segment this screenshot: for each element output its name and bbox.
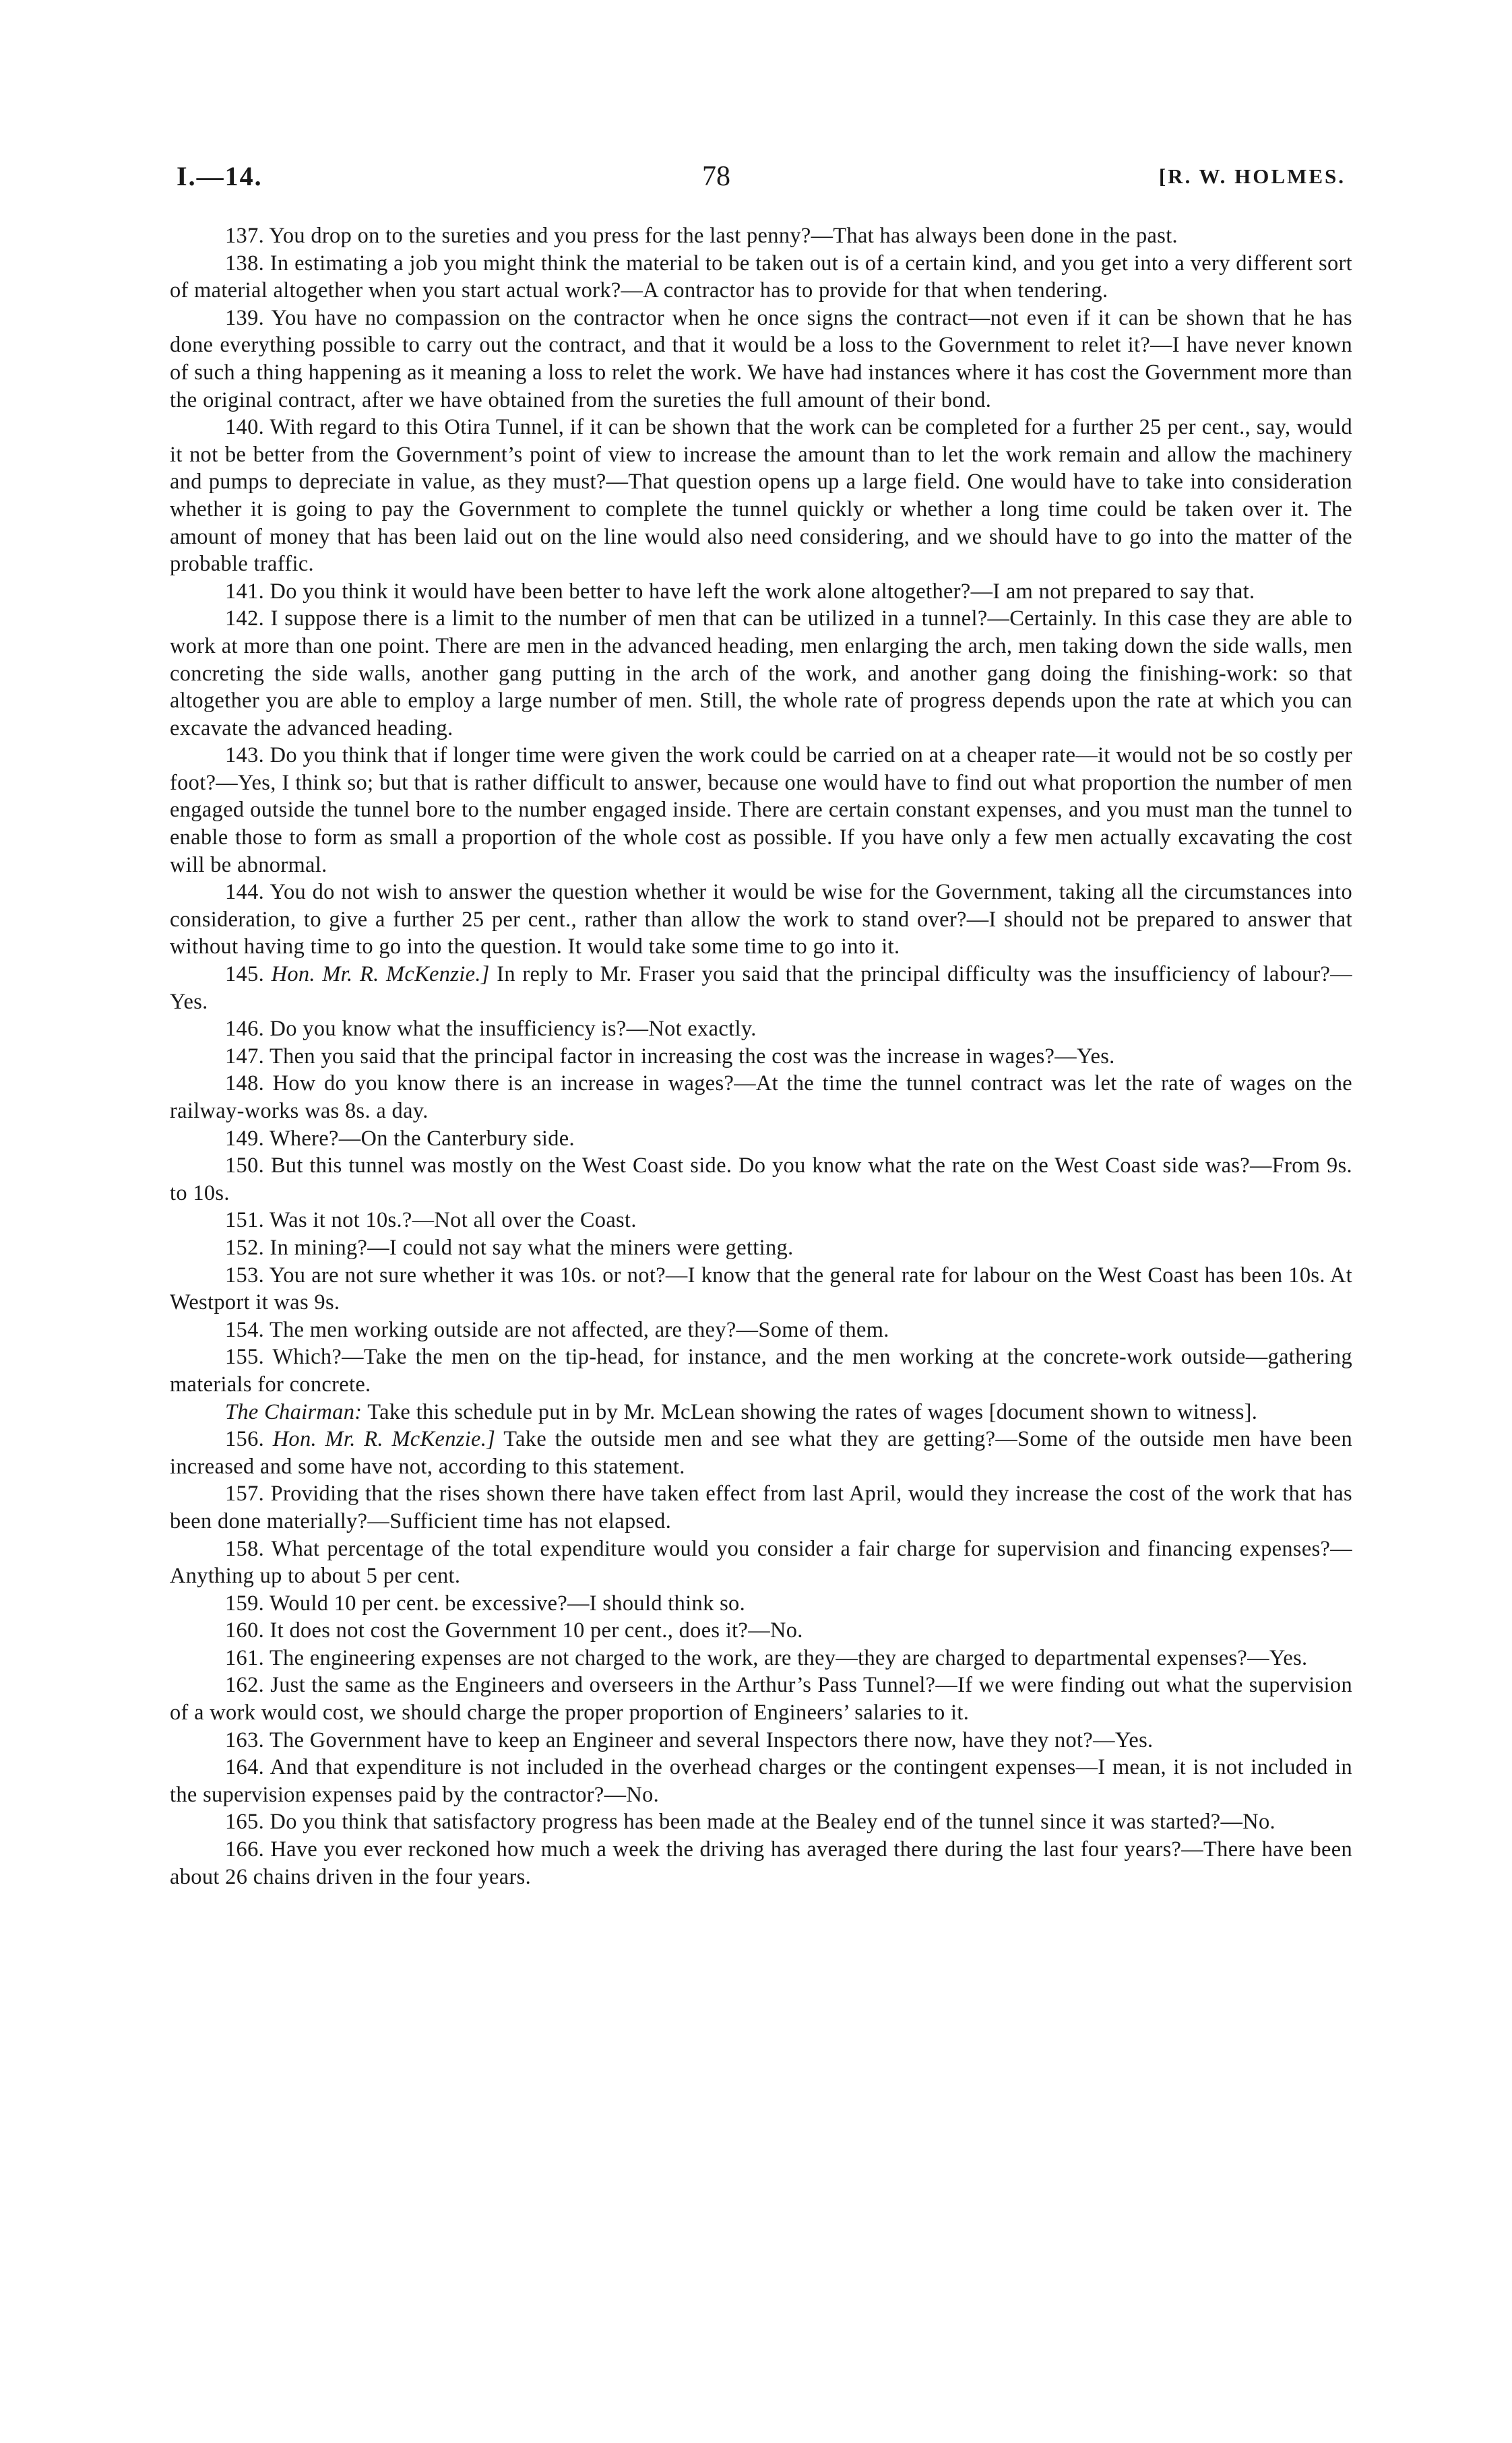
question-text: Take the outside men and see what they are getting?—Some of the outside men have been increased and some have not, according to this statement. [170,1427,1352,1479]
question-number: 143. [225,743,270,768]
question-text: In estimating a job you might think the material to be taken out is of a certain kind, and you get into a very different sort of material altogether when you start actual work?—A contractor has to provide for that when tendering. [170,251,1353,303]
question-text: Do you think it would have been better to have left the work alone altogether?—I am not prepared to say that. [270,579,1255,604]
question-number: 153. [225,1263,270,1288]
question-paragraph [170,1480,1352,1535]
question-paragraph [170,305,1352,414]
question-text: But this tunnel was mostly on the West Coast side. Do you know what the rate on the West Coast side was?—From 9s. to 10s. [170,1153,1353,1205]
question-text: Then you said that the principal factor in increasing the cost was the increase in wages?—Yes. [269,1044,1115,1069]
question-number: 166. [225,1837,271,1862]
question-number: 141. [225,579,270,604]
speaker-name: The Chairman: [225,1399,363,1424]
paper-reference: I.—14. [177,161,263,191]
question-paragraph [170,1125,1352,1153]
question-number: 144. [225,880,270,905]
question-number: 140. [225,415,270,440]
question-paragraph [170,1015,1352,1043]
question-paragraph [170,1535,1352,1590]
question-number: 157. [225,1482,271,1506]
question-number: 137. [225,224,270,248]
page-number: 78 [702,161,730,192]
question-text: Which?—Take the men on the tip-head, for instance, and the men working at the concrete-work outside—gathering materials for concrete. [170,1345,1352,1397]
question-text: I suppose there is a limit to the number of men that can be utilized in a tunnel?—Certainly. In this case they are able to work at more than one point. There are men in the advanced heading, men enlarging the arch, men taking down the side walls, men concreting the side walls, another gang putting in the arch of the work, and another gang doing the finishing-work: so that altogether you are able to employ a large number of men. Still, the whole rate of progress depends upon the rate at which you can excavate the advanced heading. [170,606,1353,740]
question-paragraph [170,250,1352,305]
question-number: 139. [225,305,272,330]
speaker-name: Hon. Mr. R. McKenzie.] [271,962,490,987]
question-number: 154. [225,1317,270,1342]
question-number: 165. [225,1810,270,1835]
question-text: You have no compassion on the contractor when he once signs the contract—not even if it can be shown that he has done everything possible to carry out the contract, and that it would be a loss to the Government to relet it?—I have never known of such a thing happening as it meaning a loss to relet the work. We have had instances where it has cost the Government more than the original contract, after we have obtained from the sureties the full amount of their bond. [170,305,1352,412]
question-paragraph [170,1754,1352,1808]
question-paragraph [170,578,1352,606]
question-number: 151. [225,1208,270,1233]
question-text: The men working outside are not affected, are they?—Some of them. [269,1317,889,1342]
question-text: It does not cost the Government 10 per cent., does it?—No. [270,1618,803,1643]
question-paragraph [170,1590,1352,1618]
question-number: 159. [225,1591,270,1616]
question-number: 149. [225,1126,270,1151]
question-paragraph [170,1426,1352,1480]
question-text: Take this schedule put in by Mr. McLean showing the rates of wages [document shown to witness]. [367,1399,1258,1424]
question-text: With regard to this Otira Tunnel, if it can be shown that the work can be completed for a further 25 per cent., say, would it not be better from the Government’s point of view to increase the amount than to let the work remain and allow the machinery and pumps to depreciate in value, as they must?—That question opens up a large field. One would have to take into consideration whether it is going to pay the Government to complete the tunnel quickly or whether a long time could be taken over it. The amount of money that has been laid out on the line would also need considering, and we should have to go into the matter of the probable traffic. [170,415,1352,577]
question-text: You do not wish to answer the question whether it would be wise for the Government, taking all the circumstances into consideration, to give a further 25 per cent., rather than allow the work to stand over?—I should not be prepared to answer that without having time to go into the question. It would take some time to go into it. [170,880,1352,959]
question-number: 150. [225,1153,271,1178]
question-text: You are not sure whether it was 10s. or not?—I know that the general rate for labour on the West Coast has been 10s. At Westport it was 9s. [170,1263,1352,1315]
witness-name: [R. W. HOLMES. [1158,164,1346,188]
question-number: 142. [225,606,271,631]
question-paragraph [170,961,1352,1015]
question-paragraph [170,1262,1352,1316]
question-text: Would 10 per cent. be excessive?—I should think so. [269,1591,746,1616]
page-header [177,156,1346,197]
question-number: 152. [225,1235,270,1260]
question-paragraph [170,1808,1352,1836]
question-text: Have you ever reckoned how much a week the driving has averaged there during the last four years?—There have been about 26 chains driven in the four years. [170,1837,1352,1889]
question-text: In reply to Mr. Fraser you said that the principal difficulty was the insufficiency of labour?—Yes. [170,962,1352,1014]
question-paragraph [170,1727,1352,1754]
question-paragraph [170,1399,1352,1426]
question-number: 138. [225,251,270,276]
question-text: You drop on to the sureties and you press for the last penny?—That has always been done in the past. [269,224,1178,248]
question-text: Just the same as the Engineers and overseers in the Arthur’s Pass Tunnel?—If we were finding out what the supervision of a work would cost, we should charge the proper proportion of Engineers’ salaries to it. [170,1673,1352,1725]
question-text: In mining?—I could not say what the miners were getting. [270,1235,794,1260]
question-number: 162. [225,1673,271,1698]
question-paragraph [170,1343,1352,1398]
question-paragraph [170,1672,1352,1726]
question-text: Do you think that satisfactory progress has been made at the Bealey end of the tunnel since it was started?—No. [270,1810,1275,1835]
question-number: 160. [225,1618,270,1643]
question-number: 161. [225,1645,270,1670]
question-number: 145. [225,962,272,987]
question-text: Where?—On the Canterbury side. [269,1126,575,1151]
question-number: 148. [225,1071,273,1096]
question-paragraph [170,1070,1352,1124]
question-paragraph [170,1316,1352,1344]
question-text: Do you know what the insufficiency is?—Not exactly. [270,1017,757,1042]
question-paragraph [170,1645,1352,1672]
question-number: 164. [225,1755,270,1780]
question-paragraph [170,605,1352,742]
question-number: 155. [225,1345,273,1370]
question-paragraph [170,1836,1352,1891]
question-paragraph [170,414,1352,578]
question-number: 163. [225,1727,270,1752]
question-paragraph [170,1207,1352,1234]
question-paragraph [170,879,1352,961]
question-number: 146. [225,1017,270,1042]
question-text: The engineering expenses are not charged to the work, are they—they are charged to departmental expenses?—Yes. [269,1645,1308,1670]
question-text: Do you think that if longer time were given the work could be carried on at a cheaper rate—it would not be so costly per foot?—Yes, I think so; but that is rather difficult to answer, because one would have to find out what proportion the number of men engaged outside the tunnel bore to the number engaged inside. There are certain constant expenses, and you must man the tunnel to enable those to form as small a proportion of the whole cost as possible. If you have only a few men actually excavating the cost will be abnormal. [170,743,1352,877]
question-number: 158. [225,1536,272,1561]
question-paragraph [170,1617,1352,1645]
question-paragraph [170,742,1352,879]
question-number: 147. [225,1044,270,1069]
question-paragraph [170,1152,1352,1207]
speaker-name: Hon. Mr. R. McKenzie.] [272,1427,496,1452]
question-text: Providing that the rises shown there have taken effect from last April, would they increase the cost of the work that has been done materially?—Sufficient time has not elapsed. [170,1482,1352,1533]
question-paragraph [170,1043,1352,1071]
question-text: Was it not 10s.?—Not all over the Coast. [269,1208,637,1233]
question-number: 156. [225,1427,273,1452]
question-text: What percentage of the total expenditure would you consider a fair charge for supervision and financing expenses?—Anything up to about 5 per cent. [170,1536,1352,1589]
question-text: The Government have to keep an Engineer and several Inspectors there now, have they not?—Yes. [269,1727,1154,1752]
question-paragraph [170,222,1352,250]
testimony-text [170,222,1352,1891]
question-text: And that expenditure is not included in the overhead charges or the contingent expenses—I mean, it is not included in the supervision expenses paid by the contractor?—No. [170,1755,1352,1807]
question-paragraph [170,1234,1352,1262]
question-text: How do you know there is an increase in wages?—At the time the tunnel contract was let the rate of wages on the railway-works was 8s. a day. [170,1071,1353,1123]
